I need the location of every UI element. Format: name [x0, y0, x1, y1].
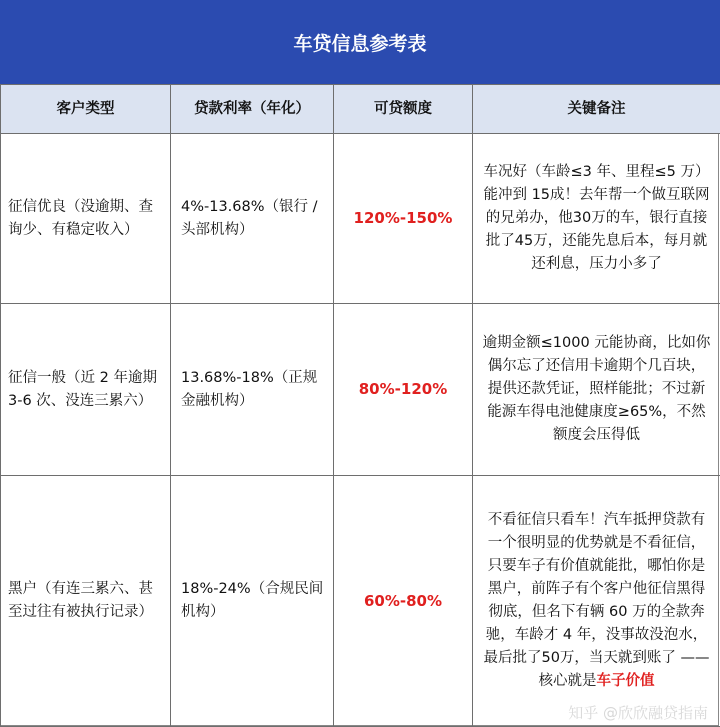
- watermark: 知乎 @欣欣融贷指南: [568, 704, 708, 722]
- table-row: [1, 304, 720, 476]
- key-notes-cell: 逾期金额≤1000 元能协商，比如你偶尔忘了还信用卡逾期个几百块，提供还款凭证，照样能批；不过新能源车得电池健康度≥65%，不然额度会压得低: [473, 304, 720, 476]
- table-title: 车贷信息参考表: [0, 0, 720, 84]
- table-row: [1, 134, 720, 304]
- key-notes-cell: [473, 476, 720, 727]
- key-notes-cell: 车况好（车龄≤3 年、里程≤5 万）能冲到 15成！去年帮一个做互联网的兄弟办，他30万的车，银行直接批了45万，还能先息后本，每月就还利息，压力小多了: [473, 134, 720, 304]
- loan-amount-cell: 120%-150%: [334, 134, 473, 304]
- interest-rate-cell: 13.68%-18%（正规金融机构）: [171, 304, 334, 476]
- column-header-interest-rate: 贷款利率（年化）: [171, 85, 334, 134]
- loan-info-table: [0, 84, 720, 727]
- interest-rate-cell: 4%-13.68%（银行 / 头部机构）: [171, 134, 334, 304]
- column-header-customer-type: 客户类型: [1, 85, 171, 134]
- loan-amount-cell: 60%-80%: [334, 476, 473, 727]
- customer-type-cell: 征信优良（没逾期、查询少、有稳定收入）: [1, 134, 171, 304]
- column-header-key-notes: 关键备注: [473, 85, 720, 134]
- loan-amount-cell: 80%-120%: [334, 304, 473, 476]
- key-notes-highlight: 车子价值: [596, 673, 655, 689]
- customer-type-cell: 征信一般（近 2 年逾期 3-6 次、没连三累六）: [1, 304, 171, 476]
- key-notes-text: 不看征信只看车！汽车抵押贷款有一个很明显的优势就是不看征信，只要车子有价值就能批，哪怕你是黑户，前阵子有个客户他征信黑得彻底，但名下有辆 60 万的全款奔驰，车龄才 4 年，没事故没泡水，最后批了50万，当天就到账了 ——核心就是: [483, 512, 710, 689]
- column-header-loan-amount: 可贷额度: [334, 85, 473, 134]
- customer-type-cell: 黑户（有连三累六、甚至过往有被执行记录）: [1, 476, 171, 727]
- interest-rate-cell: 18%-24%（合规民间机构）: [171, 476, 334, 727]
- header-row: [1, 85, 720, 134]
- table-row: [1, 476, 720, 727]
